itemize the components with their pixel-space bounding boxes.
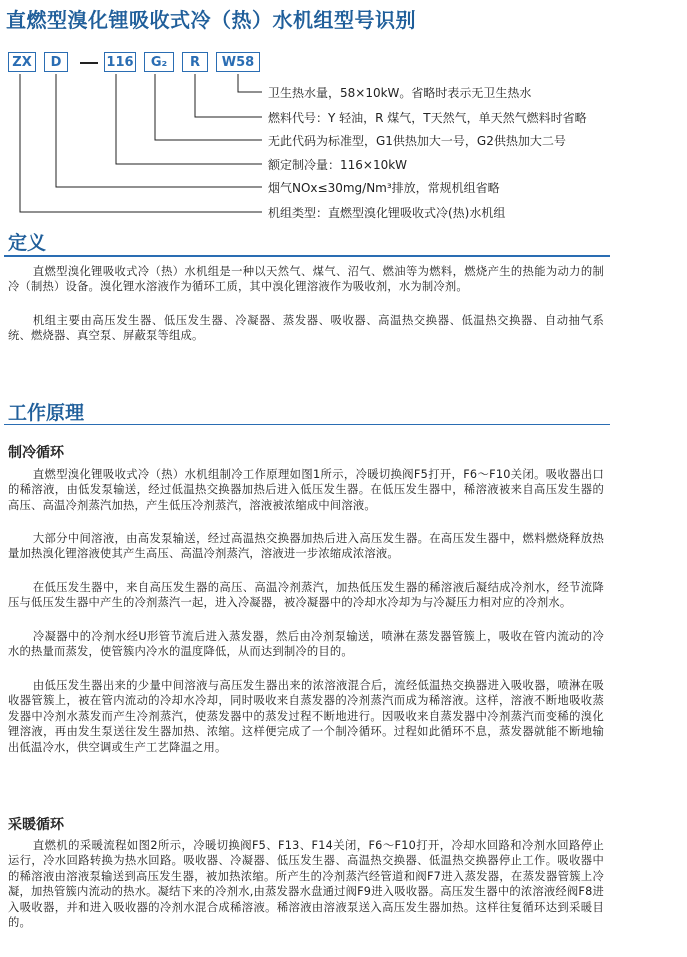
heating-heading: 采暖循环 — [8, 817, 64, 833]
cooling-paragraph: 在低压发生器中，来自高压发生器的高压、高温冷剂蒸汽，加热低压发生器的稀溶液后凝结成冷剂水，经节流降压与低压发生器中产生的冷剂蒸汽一起，进入冷凝器，被冷凝器中的冷却水冷却为与冷凝压力相对应的冷剂水。 — [8, 581, 604, 610]
legend-fuel: 燃料代号：Y 轻油，R 煤气，T天然气，单天然气燃料时省略 — [268, 111, 587, 125]
connector-g2 — [155, 74, 262, 140]
code-part-d: D — [44, 52, 68, 72]
definition-paragraph: 机组主要由高压发生器、低压发生器、冷凝器、蒸发器、吸收器、高温热交换器、低温热交换器、自动抽气系统、燃烧器、真空泵、屏蔽泵等组成。 — [8, 314, 604, 343]
section-divider — [4, 255, 610, 257]
code-part-116: 116 — [104, 52, 136, 72]
code-part-r: R — [182, 52, 208, 72]
principle-heading: 工作原理 — [8, 402, 85, 424]
connector-d — [56, 74, 262, 187]
cooling-paragraph: 直燃型溴化锂吸收式冷（热）水机组制冷工作原理如图1所示，冷暖切换阀F5打开，F6～F10关闭。吸收器出口的稀溶液，由低发泵输送，经过低温热交换器加热后进入低压发生器。在低压发生器中，稀溶液被来自高压发生器的高压、高温冷剂蒸汽加热，产生低压冷剂蒸汽，溶液被浓缩成中间溶液。 — [8, 468, 604, 512]
cooling-paragraph: 冷凝器中的冷剂水经U形管节流后进入蒸发器，然后由冷剂泵输送，喷淋在蒸发器管簇上，吸收在管内流动的冷水的热量而蒸发，使管簇内冷水的温度降低，从而达到制冷的目的。 — [8, 630, 604, 659]
cooling-heading: 制冷循环 — [8, 445, 64, 461]
definition-paragraph: 直燃型溴化锂吸收式冷（热）水机组是一种以天然气、煤气、沼气、燃油等为燃料，燃烧产生的热能为动力的制冷（制热）设备。溴化锂水溶液作为循环工质，其中溴化锂溶液作为吸收剂，水为制冷剂。 — [8, 265, 604, 294]
cooling-paragraph: 大部分中间溶液，由高发泵输送，经过高温热交换器加热后进入高压发生器。在高压发生器中，燃料燃烧释放热量加热溴化锂溶液使其产生高压、高温冷剂蒸汽，溶液进一步浓缩成浓溶液。 — [8, 532, 604, 561]
connector-116 — [116, 74, 262, 164]
page-title: 直燃型溴化锂吸收式冷（热）水机组型号识别 — [6, 8, 416, 32]
code-part-g2: G₂ — [144, 52, 174, 72]
connector-r — [195, 74, 262, 117]
legend-hot-water: 卫生热水量，58×10kW。省略时表示无卫生热水 — [268, 86, 532, 100]
connector-w58 — [238, 74, 262, 92]
legend-heating-size: 无此代码为标准型，G1供热加大一号，G2供热加大二号 — [268, 134, 566, 148]
legend-capacity: 额定制冷量：116×10kW — [268, 158, 408, 172]
code-part-w58: W58 — [216, 52, 260, 72]
definition-heading: 定义 — [8, 232, 47, 254]
cooling-paragraph: 由低压发生器出来的少量中间溶液与高压发生器出来的浓溶液混合后，流经低温热交换器进入吸收器，喷淋在吸收器管簇上，被在管内流动的冷却水冷却，同时吸收来自蒸发器的冷剂蒸汽而成为稀溶液。这样，溶液不断地吸收蒸发器中冷剂水蒸发而产生冷剂蒸汽，使蒸发器中的蒸发过程不断地进行。因吸收来自蒸发器中冷剂蒸汽而变稀的溴化锂溶液，再由发生泵送往发生器加热、浓缩。这样便完成了一个制冷循环。过程如此循环不息，蒸发器就能不断地输出低温冷水，供空调或生产工艺降温之用。 — [8, 679, 604, 754]
legend-nox: 烟气NOx≤30mg/Nm³排放，常规机组省略 — [268, 181, 500, 195]
heating-paragraph: 直燃机的采暖流程如图2所示，冷暖切换阀F5、F13、F14关闭，F6～F10打开，冷却水回路和冷剂水回路停止运行，冷水回路转换为热水回路。吸收器、冷凝器、低压发生器、高温热交换器、低温热交换器停止工作。吸收器中的稀溶液由溶液泵输送到高压发生器，被加热浓缩。所产生的冷剂蒸汽经管道和阀F7进入蒸发器，在蒸发器管簇上冷凝，加热管簇内流动的热水。凝结下来的冷剂水,由蒸发器水盘通过阀F9进入吸收器。高压发生器中的浓溶液经阀F8进入吸收器，并和进入吸收器的冷剂水混合成稀溶液。稀溶液由溶液泵送入高压发生器加热。这样往复循环达到采暖目的。 — [8, 839, 604, 930]
legend-type: 机组类型：直燃型溴化锂吸收式冷(热)水机组 — [268, 206, 506, 220]
code-part-zx: ZX — [8, 52, 36, 72]
section-divider — [4, 424, 610, 425]
